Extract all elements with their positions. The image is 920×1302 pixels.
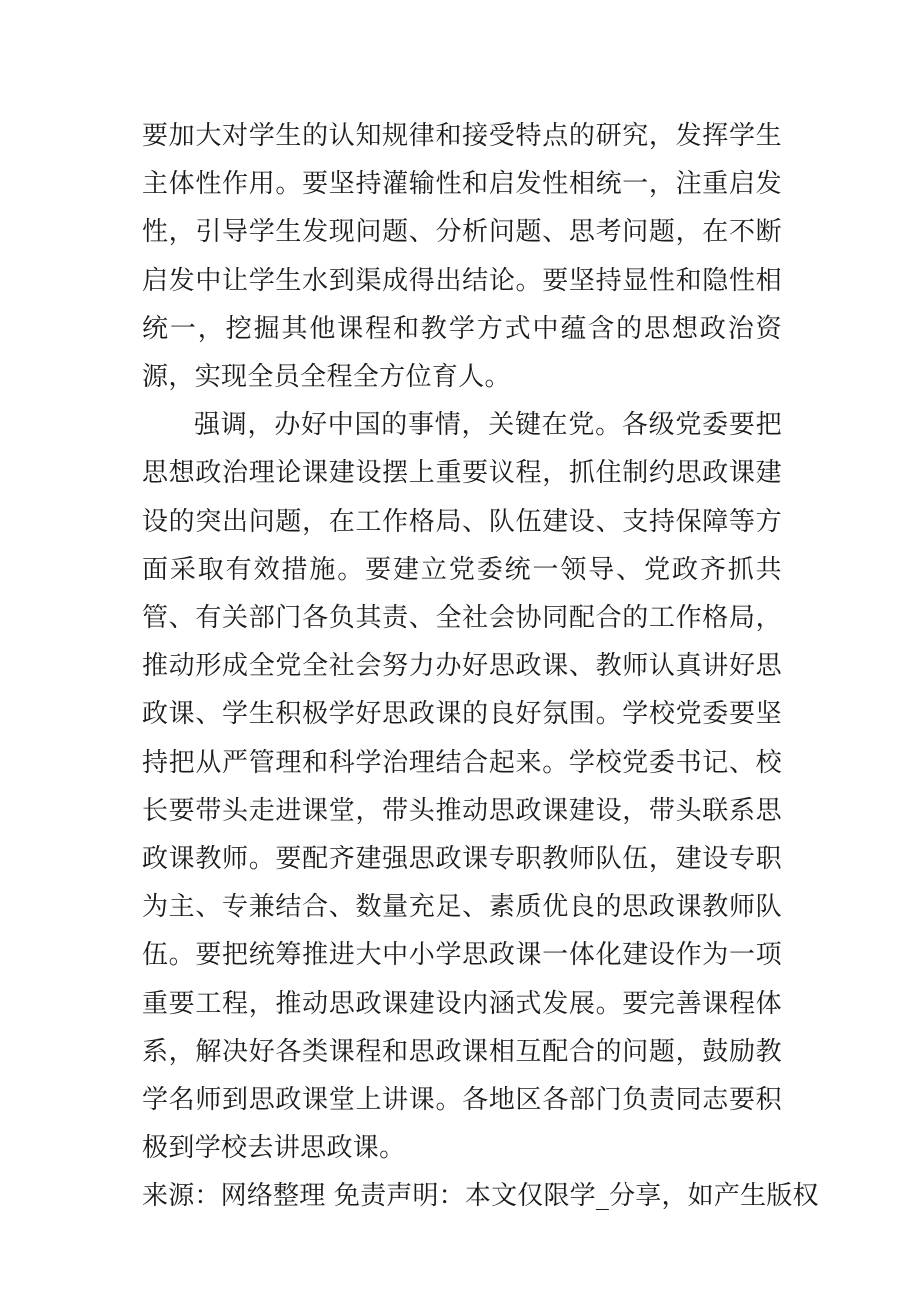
paragraph-1: 要加大对学生的认知规律和接受特点的研究，发挥学生主体性作用。要坚持灌输性和启发性相统一，注重启发性，引导学生发现问题、分析问题、思考问题，在不断启发中让学生水到渠成得出结论。要坚持显性和隐性相统一，挖掘其他课程和教学方式中蕴含的思想政治资源，实现全员全程全方位育人。 (142, 121, 782, 393)
document-body (142, 112, 819, 1221)
paragraph-2: 强调，办好中国的事情，关键在党。各级党委要把思想政治理论课建设摆上重要议程，抓住制约思政课建设的突出问题，在工作格局、队伍建设、支持保障等方面采取有效措施。要建立党委统一领导、党政齐抓共管、有关部门各负其责、全社会协同配合的工作格局，推动形成全党全社会努力办好思政课、教师认真讲好思政课、学生积极学好思政课的良好氛围。学校党委要坚持把从严管理和科学治理结合起来。学校党委书记、校长要带头走进课堂，带头推动思政课建设，带头联系思政课教师。要配齐建强思政课专职教师队伍，建设专职为主、专兼结合、数量充足、素质优良的思政课教师队伍。要把统筹推进大中小学思政课一体化建设作为一项重要工程，推动思政课建设内涵式发展。要完善课程体系，解决好各类课程和思政课相互配合的问题，鼓励教学名师到思政课堂上讲课。各地区各部门负责同志要积极到学校去讲思政课。 (142, 410, 782, 1164)
source-disclaimer-line: 来源：网络整理 免责声明：本文仅限学_分享，如产生版权 (142, 1181, 819, 1212)
